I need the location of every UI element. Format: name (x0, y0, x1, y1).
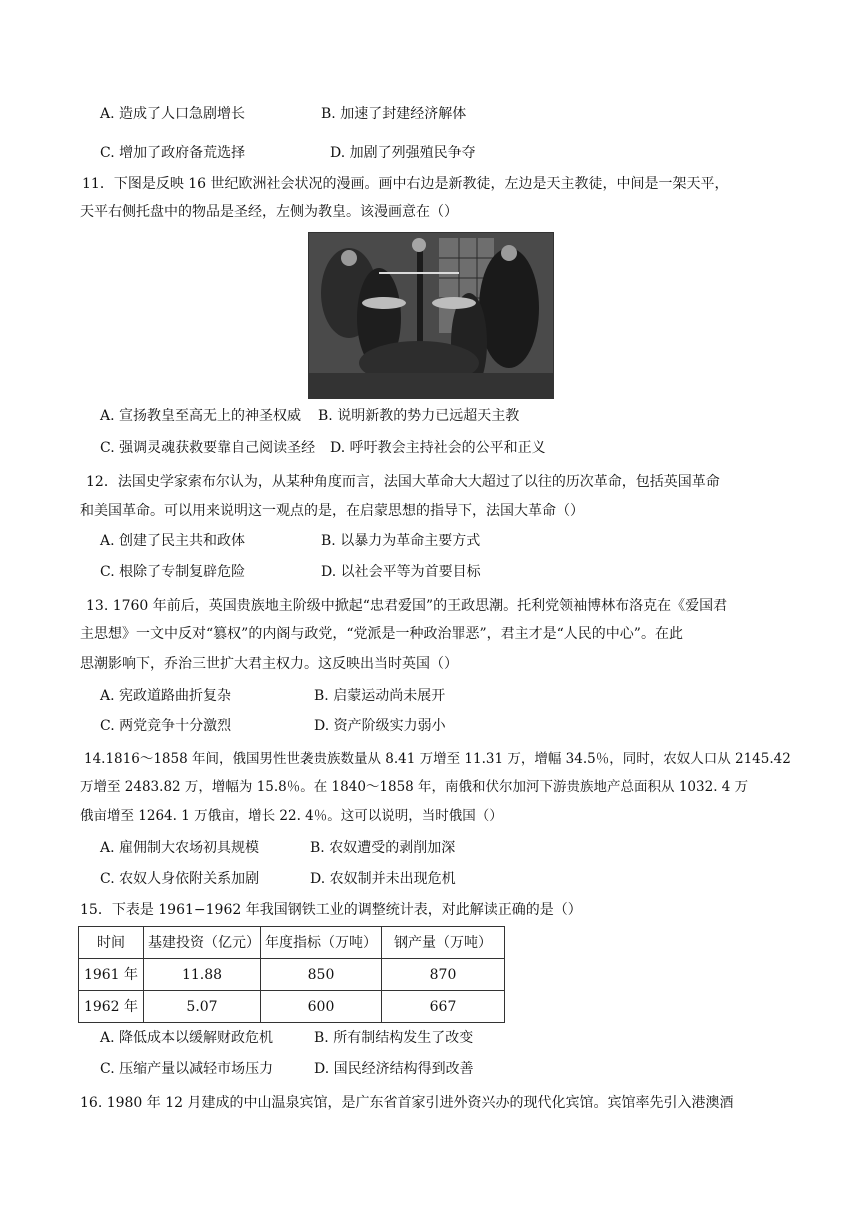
q11-stem-line-2: 天平右侧托盘中的物品是圣经，左侧为教皇。该漫画意在（） (80, 204, 458, 220)
q14-option-a: A. 雇佣制大农场初具规模 (100, 840, 260, 856)
q10-option-b: B. 加速了封建经济解体 (321, 106, 467, 122)
table-cell: 1961 年 (79, 959, 144, 991)
table-header-row (79, 927, 505, 959)
q13-stem-line-3: 思潮影响下，乔治三世扩大君主权力。这反映出当时英国（） (80, 656, 458, 672)
q14-option-b: B. 农奴遭受的剥削加深 (310, 840, 456, 856)
q13-option-a: A. 宪政道路曲折复杂 (100, 688, 232, 704)
q12-stem-line-1: 12．法国史学家索布尔认为，从某种角度而言，法国大革命大大超过了以往的历次革命，包括英国革命 (86, 474, 720, 490)
q13-stem-line-2: 主思想》一文中反对“篡权”的内阁与政党，“党派是一种政治罪恶”，君主才是“人民的中心”。在此 (80, 626, 683, 642)
q13-option-d: D. 资产阶级实力弱小 (314, 718, 446, 734)
q14-option-d: D. 农奴制并未出现危机 (310, 871, 456, 887)
q12-option-c: C. 根除了专制复辟危险 (100, 564, 246, 580)
table-cell: 1962 年 (79, 991, 144, 1023)
table-cell: 850 (261, 959, 382, 991)
table-header: 钢产量（万吨） (382, 927, 505, 959)
q15-option-c: C. 压缩产量以减轻市场压力 (100, 1061, 274, 1077)
q12-stem-line-2: 和美国革命。可以用来说明这一观点的是，在启蒙思想的指导下，法国大革命（） (80, 503, 584, 519)
table-header: 年度指标（万吨） (261, 927, 382, 959)
q15-stem: 15．下表是 1961−1962 年我国钢铁工业的调整统计表，对此解读正确的是（） (80, 902, 582, 918)
steel-statistics-table (78, 926, 505, 1023)
q14-option-c: C. 农奴人身依附关系加剧 (100, 871, 260, 887)
q14-stem-line-1: 14.1816～1858 年间，俄国男性世袭贵族数量从 8.41 万增至 11.31 万，增幅 34.5％，同时，农奴人口从 2145.42 (84, 751, 791, 767)
q15-option-b: B. 所有制结构发生了改变 (314, 1030, 474, 1046)
q11-option-b: B. 说明新教的势力已远超天主教 (318, 408, 520, 424)
table-header: 时间 (79, 927, 144, 959)
cartoon-drawing (309, 233, 553, 398)
table-cell: 600 (261, 991, 382, 1023)
q14-stem-line-3: 俄亩增至 1264. 1 万俄亩，增长 22. 4％。这可以说明，当时俄国（） (80, 808, 503, 824)
q11-option-d: D. 呼吁教会主持社会的公平和正义 (330, 440, 546, 456)
q13-option-c: C. 两党竞争十分激烈 (100, 718, 232, 734)
table-row (79, 959, 505, 991)
q14-stem-line-2: 万增至 2483.82 万，增幅为 15.8％。在 1840～1858 年，南俄和伏尔加河下游贵族地产总面积从 1032. 4 万 (80, 779, 749, 795)
q11-option-c: C. 强调灵魂获救要靠自己阅读圣经 (100, 440, 316, 456)
q15-option-a: A. 降低成本以缓解财政危机 (100, 1030, 274, 1046)
q12-option-a: A. 创建了民主共和政体 (100, 533, 246, 549)
table-cell: 5.07 (144, 991, 261, 1023)
q11-stem-line-1: 11．下图是反映 16 世纪欧洲社会状况的漫画。画中右边是新教徒，左边是天主教徒，中间是一架天平， (82, 176, 729, 192)
q15-option-d: D. 国民经济结构得到改善 (314, 1061, 474, 1077)
q12-option-b: B. 以暴力为革命主要方式 (321, 533, 481, 549)
table-header: 基建投资（亿元） (144, 927, 261, 959)
q10-option-a: A. 造成了人口急剧增长 (100, 106, 246, 122)
q10-option-c: C. 增加了政府备荒选择 (100, 145, 246, 161)
q12-option-d: D. 以社会平等为首要目标 (321, 564, 481, 580)
q10-option-d: D. 加剧了列强殖民争夺 (330, 145, 476, 161)
table-cell: 11.88 (144, 959, 261, 991)
cartoon-image (308, 232, 554, 399)
q11-option-a: A. 宣扬教皇至高无上的神圣权威 (100, 408, 302, 424)
q13-stem-line-1: 13. 1760 年前后，英国贵族地主阶级中掀起“忠君爱国”的王政思潮。托利党领袖博林布洛克在《爱国君 (86, 598, 728, 614)
q13-option-b: B. 启蒙运动尚未展开 (314, 688, 446, 704)
table-cell: 870 (382, 959, 505, 991)
q16-stem-line-1: 16. 1980 年 12 月建成的中山温泉宾馆，是广东省首家引进外资兴办的现代化宾馆。宾馆率先引入港澳酒 (80, 1095, 734, 1111)
table-row (79, 991, 505, 1023)
table-cell: 667 (382, 991, 505, 1023)
